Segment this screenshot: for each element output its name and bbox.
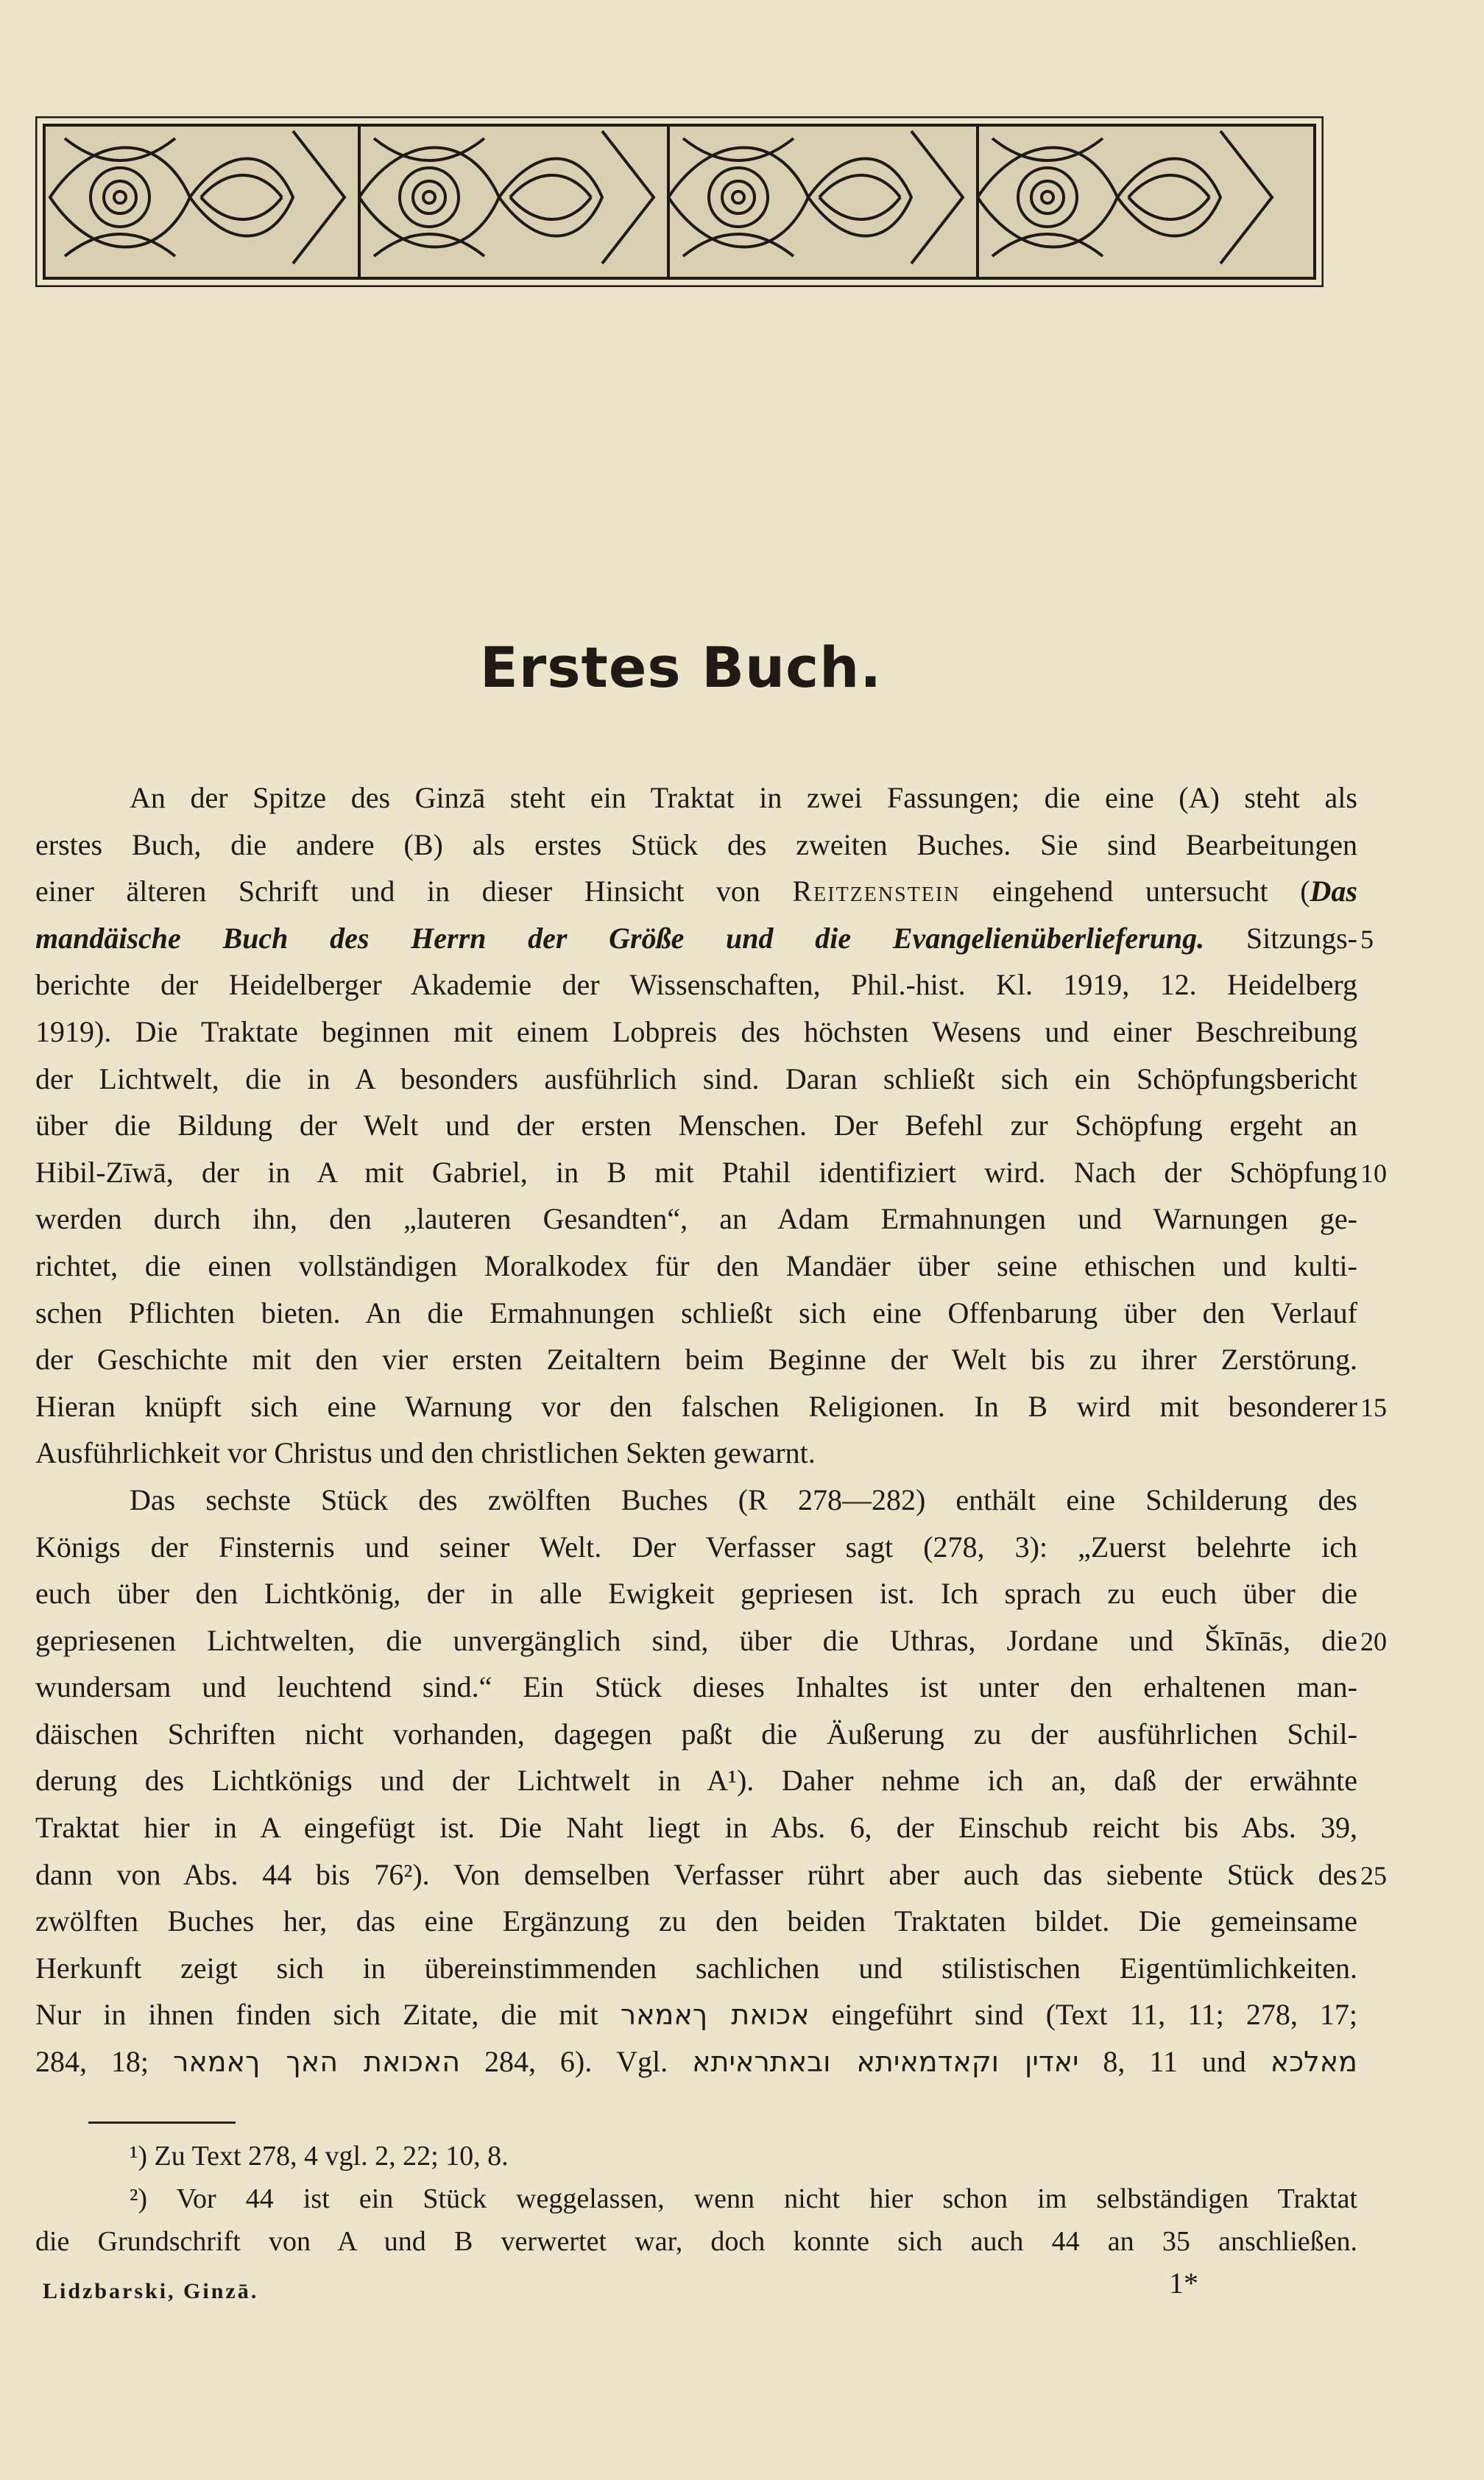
text-line: An der Spitze des Ginzā steht ein Traktat in zwei Fassungen; die eine (A) steht als: [130, 781, 1357, 814]
text-line: Das sechste Stück des zwölften Buches (R 278—282) enthält eine Schilderung des: [130, 1483, 1357, 1516]
text-line: 284, 18; האכואת האך ךאמאר 284, 6). Vgl. יאדין וקאדמאיתא ובאתראיתא 8, 11 und מאלכא: [35, 2045, 1357, 2079]
text-line: Ausführlichkeit vor Christus und den christlichen Sekten gewarnt.: [35, 1436, 816, 1470]
hebrew-quote: אכואת ךאמאר: [620, 1999, 810, 2032]
hebrew-quote: יאדין וקאדמאיתא ובאתראיתא: [692, 2046, 1079, 2079]
line-number: 5: [1360, 924, 1374, 954]
hebrew-quote: מאלכא: [1270, 2046, 1357, 2079]
line-number: 10: [1360, 1158, 1387, 1188]
text-line: däischen Schriften nicht vorhanden, dagegen paßt die Äußerung zu der ausführlichen Schil-: [35, 1717, 1357, 1751]
text-line: 1919). Die Traktate beginnen mit einem Lobpreis des höchsten Wesens und einer Beschreibung: [35, 1014, 1357, 1048]
page-footer: [35, 2266, 1357, 2310]
text-line: berichte der Heidelberger Akademie der Wissenschaften, Phil.-hist. Kl. 1919, 12. Heidelberg: [35, 968, 1357, 1002]
hebrew-quote: האכואת האך ךאמאר: [172, 2046, 461, 2079]
signature-mark: 1*: [1169, 2267, 1198, 2300]
text-line: dann von Abs. 44 bis 76²). Von demselben Verfasser rührt aber auch das siebente Stück des 25: [35, 1851, 1357, 1898]
text-line: Hieran knüpft sich eine Warnung vor den falschen Religionen. In B wird mit besonderer 15: [35, 1383, 1357, 1430]
decorative-header-ornament: [35, 116, 1324, 287]
text-line: Herkunft zeigt sich in übereinstimmenden sachlichen und stilistischen Eigentümlichkeiten.: [35, 1951, 1357, 1985]
text-line: mandäische Buch des Herrn der Größe und die Evangelienüberlieferung. Sitzungs- 5: [35, 915, 1357, 962]
text-line: Nur in ihnen finden sich Zitate, die mit אכואת ךאמאר eingeführt sind (Text 11, 11; 278, 17;: [35, 1998, 1357, 2032]
text-line: über die Bildung der Welt und der ersten Menschen. Der Befehl zur Schöpfung ergeht an: [35, 1109, 1357, 1142]
text-line: Königs der Finsternis und seiner Welt. Der Verfasser sagt (278, 3): „Zuerst belehrte ich: [35, 1530, 1357, 1564]
text-line: der Geschichte mit den vier ersten Zeitaltern beim Beginne der Welt bis zu ihrer Zerstörung.: [35, 1343, 1357, 1377]
line-number: 15: [1360, 1392, 1387, 1422]
text-line: der Lichtwelt, die in A besonders ausführlich sind. Daran schließt sich ein Schöpfungsbericht: [35, 1061, 1357, 1095]
body-text: [35, 774, 1387, 2085]
signature-author: Lidzbarski, Ginzā.: [43, 2279, 259, 2303]
footnote: ²) Vor 44 ist ein Stück weggelassen, wenn nicht hier schon im selbständigen Traktat: [130, 2183, 1357, 2214]
text-line: werden durch ihn, den „lauteren Gesandten“, an Adam Ermahnungen und Warnungen ge-: [35, 1202, 1357, 1236]
page-title: Erstes Buch.: [479, 635, 883, 700]
text-line: euch über den Lichtkönig, der in alle Ewigkeit gepriesen ist. Ich sprach zu euch über die: [35, 1577, 1357, 1611]
text-line: schen Pflichten bieten. An die Ermahnungen schließt sich eine Offenbarung über den Verlauf: [35, 1296, 1357, 1329]
text-line: derung des Lichtkönigs und der Lichtwelt in A¹). Daher nehme ich an, daß der erwähnte: [35, 1764, 1357, 1798]
footnote: die Grundschrift von A und B verwertet war, doch konnte sich auch 44 an 35 anschließen.: [35, 2226, 1357, 2257]
line-number: 25: [1360, 1860, 1387, 1890]
line-number: 20: [1360, 1626, 1387, 1656]
footnotes: [35, 2135, 1357, 2263]
text-line: einer älteren Schrift und in dieser Hinsicht von Reitzenstein eingehend untersucht (Das: [35, 875, 1357, 908]
text-line: erstes Buch, die andere (B) als erstes Stück des zweiten Buches. Sie sind Bearbeitungen: [35, 827, 1357, 861]
text-line: gepriesenen Lichtwelten, die unvergänglich sind, über die Uthras, Jordane und Škīnās, die 20: [35, 1617, 1357, 1664]
text-line: Traktat hier in A eingefügt ist. Die Naht liegt in Abs. 6, der Einschub reicht bis Abs. 39,: [35, 1811, 1357, 1845]
text-line: wundersam und leuchtend sind.“ Ein Stück dieses Inhaltes ist unter den erhaltenen man-: [35, 1670, 1357, 1704]
footnote-separator: [88, 2122, 236, 2124]
text-line: richtet, die einen vollständigen Moralkodex für den Mandäer über seine ethischen und kulti-: [35, 1248, 1357, 1282]
text-line: Hibil-Zīwā, der in A mit Gabriel, in B mit Ptahil identifiziert wird. Nach der Schöpfung 10: [35, 1149, 1357, 1196]
footnote: ¹) Zu Text 278, 4 vgl. 2, 22; 10, 8.: [130, 2141, 509, 2172]
text-line: zwölften Buches her, das eine Ergänzung zu den beiden Traktaten bildet. Die gemeinsame: [35, 1904, 1357, 1938]
